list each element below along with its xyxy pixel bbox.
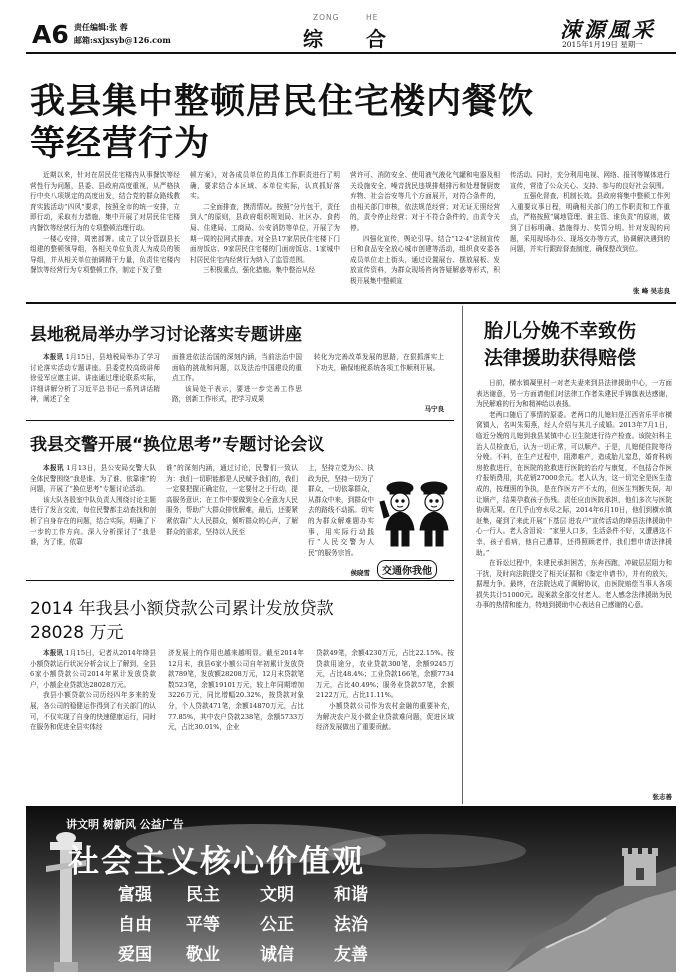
paragraph: 三积极重点，强化措施。集中整治从经 xyxy=(203,266,316,275)
core-value: 法治 xyxy=(334,915,368,935)
paragraph: 传活动。同时，充分利用电视、网络、报刊等媒体进行宣传，营造了公众关心、支持、参与的良好社会氛围。 xyxy=(510,171,670,190)
core-value: 公正 xyxy=(260,915,294,935)
traffic-bottom-rule xyxy=(26,580,454,581)
paragraph: 该大队各股室中队负责人围绕讨论主题进行了发言交流，每位民警都主动查找和剖析了自身存在的问题，结合实际，明确了下一步的工作方向。深入分析探讨了“我是谁，为了谁，依靠 xyxy=(30,495,156,547)
issue-date: 2015年1月19日 星期一 xyxy=(562,40,643,49)
paragraph: 我县小额贷款公司历经四年多来的发展，各公司的稳健运作得到了有关部门的认可，不仅实现了自身的快速健康运行，同时在服务和促进全县实体经 xyxy=(30,691,156,732)
paragraph xyxy=(30,648,156,690)
traffic-col-3 xyxy=(308,463,374,567)
paragraph: 谁”的深刻内涵，通过讨论，民警们一致认为：我们一切职能都是人民赋予我们的，我们一定要把握正确定位，一定要付之于行动，提高服务意识；在工作中要做到全心全意为人民服务，帮助广大群众排忧解难，最后，还要紧紧依靠广大人民群众，倾听群众的心声，了解群众的需求，坚持以人民至 xyxy=(166,464,298,536)
childbirth-author: 张志善 xyxy=(652,793,672,801)
header-rule xyxy=(26,52,676,54)
loan-col-3 xyxy=(316,648,454,800)
section-pinyin-left: ZONG xyxy=(313,13,340,22)
paragraph: 老两口随后了事情的原委。老两口的儿媳妇是江西省乐平市横窝镇人，名叫朱菊燕，经人介绍与其儿子成婚。2013年7月1日，临近分娩的儿媳到我县某镇中心卫生院进行待产检查。该院妇科主治人员检查后，认为一切正常，可以顺产。于是，儿媳便住院等待分娩。不料，在生产过程中，阻滞难产，造成胎儿窒息，婚育科病房抢救进行，在医院的抢救进行医院的治疗与康复，不包括合作医疗报销费用，共花销27000余元。老人认为，这一切完全是医生造成的，按理照的争执，是在作医方产不太的，但医生判断失误，却让顺产，结果孕救孩子伤残。责任应由医院承担，他们多次与医院协调无果。在几乎山穷水尽之际，2014年6月10日，他们到横水镇赶集，碰到了来此开展“下基层 进农户”宣传活动的绛县法律援助中心一行人。老人含泪说：“家里人口多，生活条件不好，又遭遇这不幸，孩子看病，他自己遭罪，还得照顾老伴，我们想申请法律援助。” xyxy=(476,410,672,557)
tax-col-3 xyxy=(314,352,444,392)
loan-headline-1: 2014 年我县小额贷款公司累计发放贷款 xyxy=(30,599,334,619)
masthead: 涑源風采 xyxy=(560,17,656,42)
tax-headline: 县地税局举办学习讨论落实专题讲座 xyxy=(30,325,302,345)
news-tag: 本报讯 xyxy=(43,353,64,361)
loan-col-2 xyxy=(168,648,304,800)
paragraph: 日前，横水镇凝里村一对老夫妻来到县法律援助中心，一方面表达谢意，另一方面请他们对法律工作者朱建民手锦旗表达感谢，为民解难的行为和精神给以表扬。 xyxy=(476,379,672,409)
editor-label: 责任编辑:张 蓉 xyxy=(74,22,128,32)
section-char-1: 综 xyxy=(303,27,323,51)
core-value: 自由 xyxy=(118,915,152,935)
news-tag: 本报讯 xyxy=(43,649,64,657)
ad-panel xyxy=(26,806,676,972)
traffic-col-1 xyxy=(30,463,156,567)
paragraph xyxy=(30,352,160,405)
childbirth-body xyxy=(476,378,672,792)
lead-author: 张 峰 吴志良 xyxy=(632,287,670,295)
paragraph: 济发展上的作用也越来越明显。截至2014年12月末，我县6家小额公司自年初累计发放贷款789笔，发放额28208万元，12月末贷款笔数523笔，余额19101万元，较上年同期增加3226万元，同比增幅20.32%，按贷款对象分，个人贷款471笔，余额14870万元，占比77.85%，其中农户贷款238笔，余额5733万元，占比30.01%，企业 xyxy=(168,649,304,732)
core-value: 富强 xyxy=(118,885,152,905)
paragraph: 四强化宣传，舆论引导。结合“12·4”法制宣传日和食品安全放心城市创建等活动，组织食安委各成员单位走上街头，通过设置展台、摆放展板、发放宣传资料，为群众现场咨询答疑解惑等形式，积极开展集中整顿宣 xyxy=(350,234,500,285)
core-value: 敬业 xyxy=(186,945,220,965)
tax-bottom-rule xyxy=(26,420,454,421)
tax-col-2 xyxy=(172,352,302,416)
paragraph: 该局处干表示，要进一步完善工作思路，创新工作形式，把学习成果 xyxy=(172,384,302,404)
column-divider xyxy=(462,306,463,804)
traffic-author: 侯晓雪 xyxy=(350,569,370,577)
page-number: A6 xyxy=(32,20,69,49)
paragraph: 营许可、消防安全、使用液气液化气罐和电器及相关设施安全、噪音扰民违规排烟排污和处理餐厨废弃物、社会治安等几个方面展开，对符合条件的，由相关部门审核，依法规范经营；对无证无照经营的，责令停止经营；对于不符合条件的，由责令关停。 xyxy=(350,171,500,232)
traffic-col-2 xyxy=(166,463,298,567)
core-value: 民主 xyxy=(186,885,220,905)
traffic-headline: 我县交警开展“换位思考”专题讨论会议 xyxy=(30,435,325,455)
paragraph: 在诉讼过程中，朱建民承担困苦，东奔西跑，冲破层层阻力和干扰，及时向法院提交了相关证据和《鉴定申请书》，并有的放矢，据理力争。最终，在法院达成了调解协议，由医院赔偿当事人各项损失共计51000元。现案款全部交付老人。老人感念法律援助为民办事的热情和能力，特地到援助中心表达自己感谢的心意。 xyxy=(476,559,672,610)
paragraph: 五强化督查，机制长效。县政府将集中整顿工作列入重要议事日程，明确相关部门的工作职责和工作重点，严格按照“属地管理、谁主管、谁负责”的原则，做到了目标明确、措施得力、奖罚分明。针对发现的问题，采用现场办公、现场交办等方式，协调解决遇到的问题，并实行跟踪督查制度，确保整改到位。 xyxy=(510,192,670,254)
ad-banner-label: 讲文明 树新风 公益广告 xyxy=(66,818,184,831)
loan-headline-2: 28028 万元 xyxy=(30,623,124,643)
loan-col-1 xyxy=(30,648,156,800)
lead-headline-1: 我县集中整顿居民住宅楼内餐饮 xyxy=(30,82,535,122)
lead-headline-2: 等经营行为 xyxy=(30,124,211,164)
paragraph: 二全面排查，摸清情况。按照“分片包干，责任到人”的原则，县政府组织规划局、社区办、食药局、住建局、工商局、公安消防等单位，开展了为期一周的拉网式排查。对全县17家居民住宅楼下门面房饭店、9家居民住宅楼的门面房饭店、1家城中村居民住宅内经营行为纳入了监管范围。 xyxy=(190,202,340,264)
core-value: 和谐 xyxy=(334,885,368,905)
email-label: 邮箱:sxjxsyb@126.com xyxy=(74,35,171,45)
great-wall-illustration xyxy=(506,826,676,972)
childbirth-headline-1: 胎儿分娩不幸致伤 xyxy=(484,320,637,342)
paragraph-text: 1月13日，县公安局交警大队全体民警围绕“我是谁、为了谁、依靠谁”的问题，开展了“换位思考”专题讨论活动。 xyxy=(30,464,156,494)
childbirth-headline-2: 法律援助获得赔偿 xyxy=(484,347,637,369)
lead-col-4 xyxy=(510,170,670,286)
paragraph-text: 1月15日，记者从2014年绛县小额贷款运行状况分析会议上了解到，全县6家小额贷款公司2014年累计发放贷款户，小额企业贷款达28028万元。 xyxy=(30,649,156,689)
police-officers-illustration xyxy=(378,472,458,560)
lead-col-1 xyxy=(30,170,180,298)
news-tag: 本报讯 xyxy=(43,464,64,472)
core-value: 诚信 xyxy=(260,945,294,965)
lead-col-2 xyxy=(190,170,340,298)
paragraph: 面推进依法治国的深刻内涵，当前法治中国面临的挑战和问题，以及法治中国建设的重点工作。 xyxy=(172,353,302,383)
paragraph: 一楼心安排，周密部署。成立了以分管副县长组建的整顿领导组，各相关单位负责人为成员的领导组，并从相关单位抽调精干力量，负责住宅楼内餐饮等经营行为专项整顿工作，制定下发了整 xyxy=(30,234,180,275)
paragraph: 上，坚持立党为公、执政为民，坚持一切为了群众，一切依靠群众，从群众中来，到群众中去的路线不动摇。切实的为群众解难题办实事，用实际行动践行“人民交警为人民”的服务宗旨。 xyxy=(308,464,374,557)
core-value: 友善 xyxy=(334,945,368,965)
paragraph: 顿方案》，对各成员单位的具体工作职责进行了明确，要求结合本区域、本单位实际，认真抓好落实。 xyxy=(190,171,340,201)
lead-bottom-rule xyxy=(26,302,676,304)
traffic-badge: 交通你我他 xyxy=(377,560,437,579)
ad-headline: 社会主义核心价值观 xyxy=(68,844,365,880)
paragraph: 贷款49笔，余额4230万元，占比22.15%。按贷款用途分，农业贷款300笔，余额9245万元，占比48.4%；工业贷款166笔，余额7734万元，占比40.49%；服务业贷款57笔，余额2122万元，占比11.11%。 xyxy=(316,649,454,700)
paragraph: 转化为完善改革发展的思路，在狠抓落实上下功夫，确保地税系统各项工作顺利开展。 xyxy=(314,353,444,372)
section-char-2: 合 xyxy=(366,27,386,51)
core-value: 文明 xyxy=(260,885,294,905)
tax-author: 马宁良 xyxy=(424,405,444,413)
section-pinyin-right: HE xyxy=(366,13,379,22)
lead-col-3 xyxy=(350,170,500,298)
paragraph: 近期以来，针对在居民住宅楼内从事餐饮等经营性行为问题，县委、县政府高度重视，从严格执行中央八项规定的高度出发，结合党的群众路线教育实践活动“四风”要求，按照全市的统一安排，立即行动，采取有力措施，集中开展了对居民住宅楼内餐饮等经营行为的专项整顿治理行动。 xyxy=(30,171,180,232)
paragraph-text: 1月15日，县地税局举办了学习讨论落实活动专题讲座。县委党校高级讲师徐爱军应邀主讲。讲座通过理论联系实际，详细讲解分析了习近平总书记一系列讲话精神，阐述了全 xyxy=(30,353,160,404)
core-value: 平等 xyxy=(186,915,220,935)
paragraph: 小额贷款公司作为农村金融的重要补充，为解决农户及小微企业贷款难问题，促进区域经济发展做出了重要贡献。 xyxy=(316,701,454,732)
tax-col-1 xyxy=(30,352,160,416)
core-value: 爱国 xyxy=(118,945,152,965)
paragraph xyxy=(30,463,156,495)
